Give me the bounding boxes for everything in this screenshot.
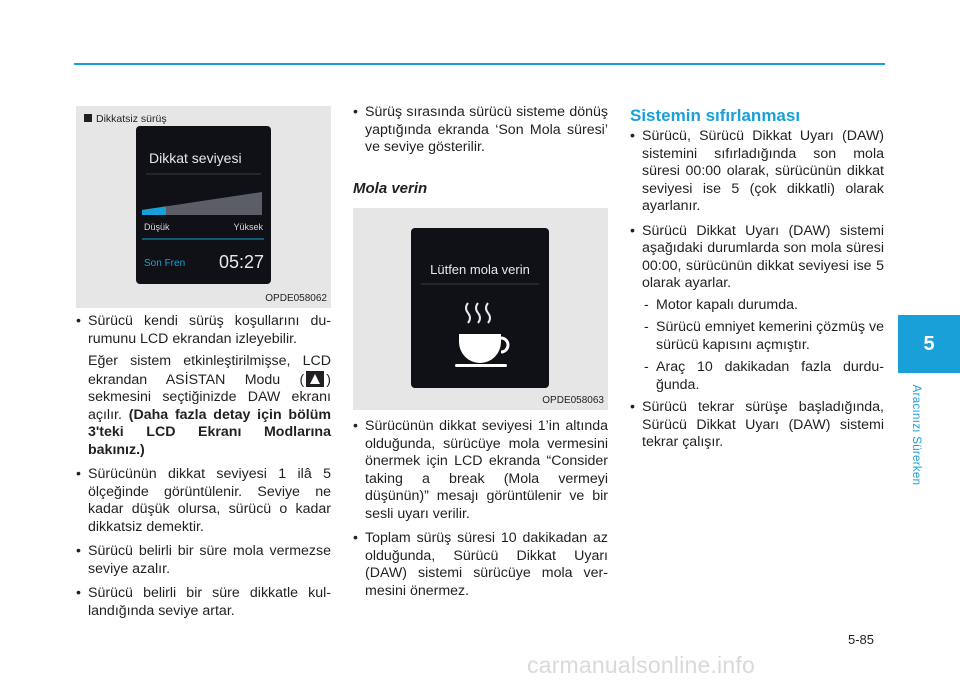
attention-level-display xyxy=(136,126,271,284)
coffee-cup-icon xyxy=(455,334,508,367)
coffee-cup-icon xyxy=(466,303,490,323)
list-item: • Sürücü belirli bir süre mola vermezse seviye azalır. xyxy=(76,543,331,578)
list-item: • Sürüş sırasında sürücü sisteme dönüş yaptığında ekranda ‘Son Mola süresi’ ve seviye gösterilir. xyxy=(353,104,608,157)
list-item xyxy=(76,313,331,459)
chapter-title: Aracınızı Sürerken xyxy=(910,384,922,486)
figure-dikkatsiz-surus xyxy=(76,106,331,308)
paragraph: • Sürücü kendi sürüş koşullarını durumunu LCD ekrandan izleyebilir. xyxy=(88,313,331,347)
level-fill xyxy=(142,206,166,215)
break-message-display xyxy=(411,228,549,388)
column-3-text xyxy=(630,128,884,459)
figure-mola-verin xyxy=(353,208,608,410)
lcd-screen xyxy=(411,228,549,388)
list-item: • Toplam sürüş süresi 10 dakikadan az olduğunda, Sürücü Dikkat Uyarı (DAW) sistemi sürücüye mola vermesini önermez. xyxy=(353,530,608,600)
figure-code: OPDE058063 xyxy=(542,395,604,406)
lcd-screen xyxy=(136,126,271,284)
high-label: Yüksek xyxy=(233,222,263,232)
sub-list-item: - Motor kapalı durumda. xyxy=(630,297,884,315)
list-item: • Sürücü belirli bir süre dikkatle kullandığında seviye artar. xyxy=(76,585,331,620)
paragraph: Eğer sistem etkinleştirilmişse, LCD ekrandan ASİSTAN Modu ( ) sekmesini seçtiğinizde DAW ekranı açılır. (Daha fazla detay için bölüm 3'teki LCD Ekranı Modlarına bakınız.) xyxy=(88,353,331,458)
page-number: 5-85 xyxy=(848,632,875,647)
section-heading: Mola verin xyxy=(353,180,428,197)
watermark: carmanualsonline.info xyxy=(527,652,755,678)
list-item: • Sürücü Dikkat Uyarı (DAW) sistemi aşağıdaki durumlarda son mola süresi 00:00, sürücünün dikkat seviyesi ise 5 olarak ayarlar. xyxy=(630,223,884,293)
assist-mode-icon xyxy=(306,371,324,387)
list-item: • Sürücü tekrar sürüşe başladığında, Sürücü Dikkat Uyarı (DAW) sistemi tekrar çalışır. xyxy=(630,399,884,452)
figure-code: OPDE058062 xyxy=(265,293,327,304)
column-1-text xyxy=(76,313,331,627)
figure-caption: Dikkatsiz sürüş xyxy=(84,113,167,125)
screen-title: Lütfen mola verin xyxy=(430,262,530,277)
list-item: • Sürücünün dikkat seviyesi 1’in altında olduğunda, sürücüye mola vermesini önermek için LCD ekranda “Consider taking a break (Mola vermeyi düşünün)” mesajı görüntülenir ve bir sesli uyarı verilir. xyxy=(353,418,608,523)
top-rule xyxy=(74,63,885,65)
low-label: Düşük xyxy=(144,222,170,232)
last-break-time: 05:27 xyxy=(218,252,264,272)
list-item: • Sürücünün dikkat seviyesi 1 ilâ 5 ölçeğinde görüntülenir. Seviye ne kadar düşük olursa, sürücü o kadar dikkatsiz demektir. xyxy=(76,466,331,536)
column-2-bottom-text xyxy=(353,418,608,607)
column-2-top-text xyxy=(353,104,608,164)
screen-title: Dikkat seviyesi xyxy=(149,150,242,166)
square-bullet-icon xyxy=(84,114,92,122)
sub-list-item: - Araç 10 dakikadan fazla durduğunda. xyxy=(630,359,884,394)
sub-list-item: - Sürücü emniyet kemerini çözmüş ve sürücü kapısını açmıştır. xyxy=(630,319,884,354)
section-heading: Sistemin sıfırlanması xyxy=(630,106,801,125)
chapter-tab: 5 xyxy=(898,315,960,373)
list-item: • Sürücü, Sürücü Dikkat Uyarı (DAW) sistemini sıfırladığında son mola süresi 00:00 olarak, sürücünün dikkat seviyesi ise 5 (çok dikkatli) olarak ayarlanır. xyxy=(630,128,884,216)
last-break-label: Son Fren xyxy=(144,258,186,269)
